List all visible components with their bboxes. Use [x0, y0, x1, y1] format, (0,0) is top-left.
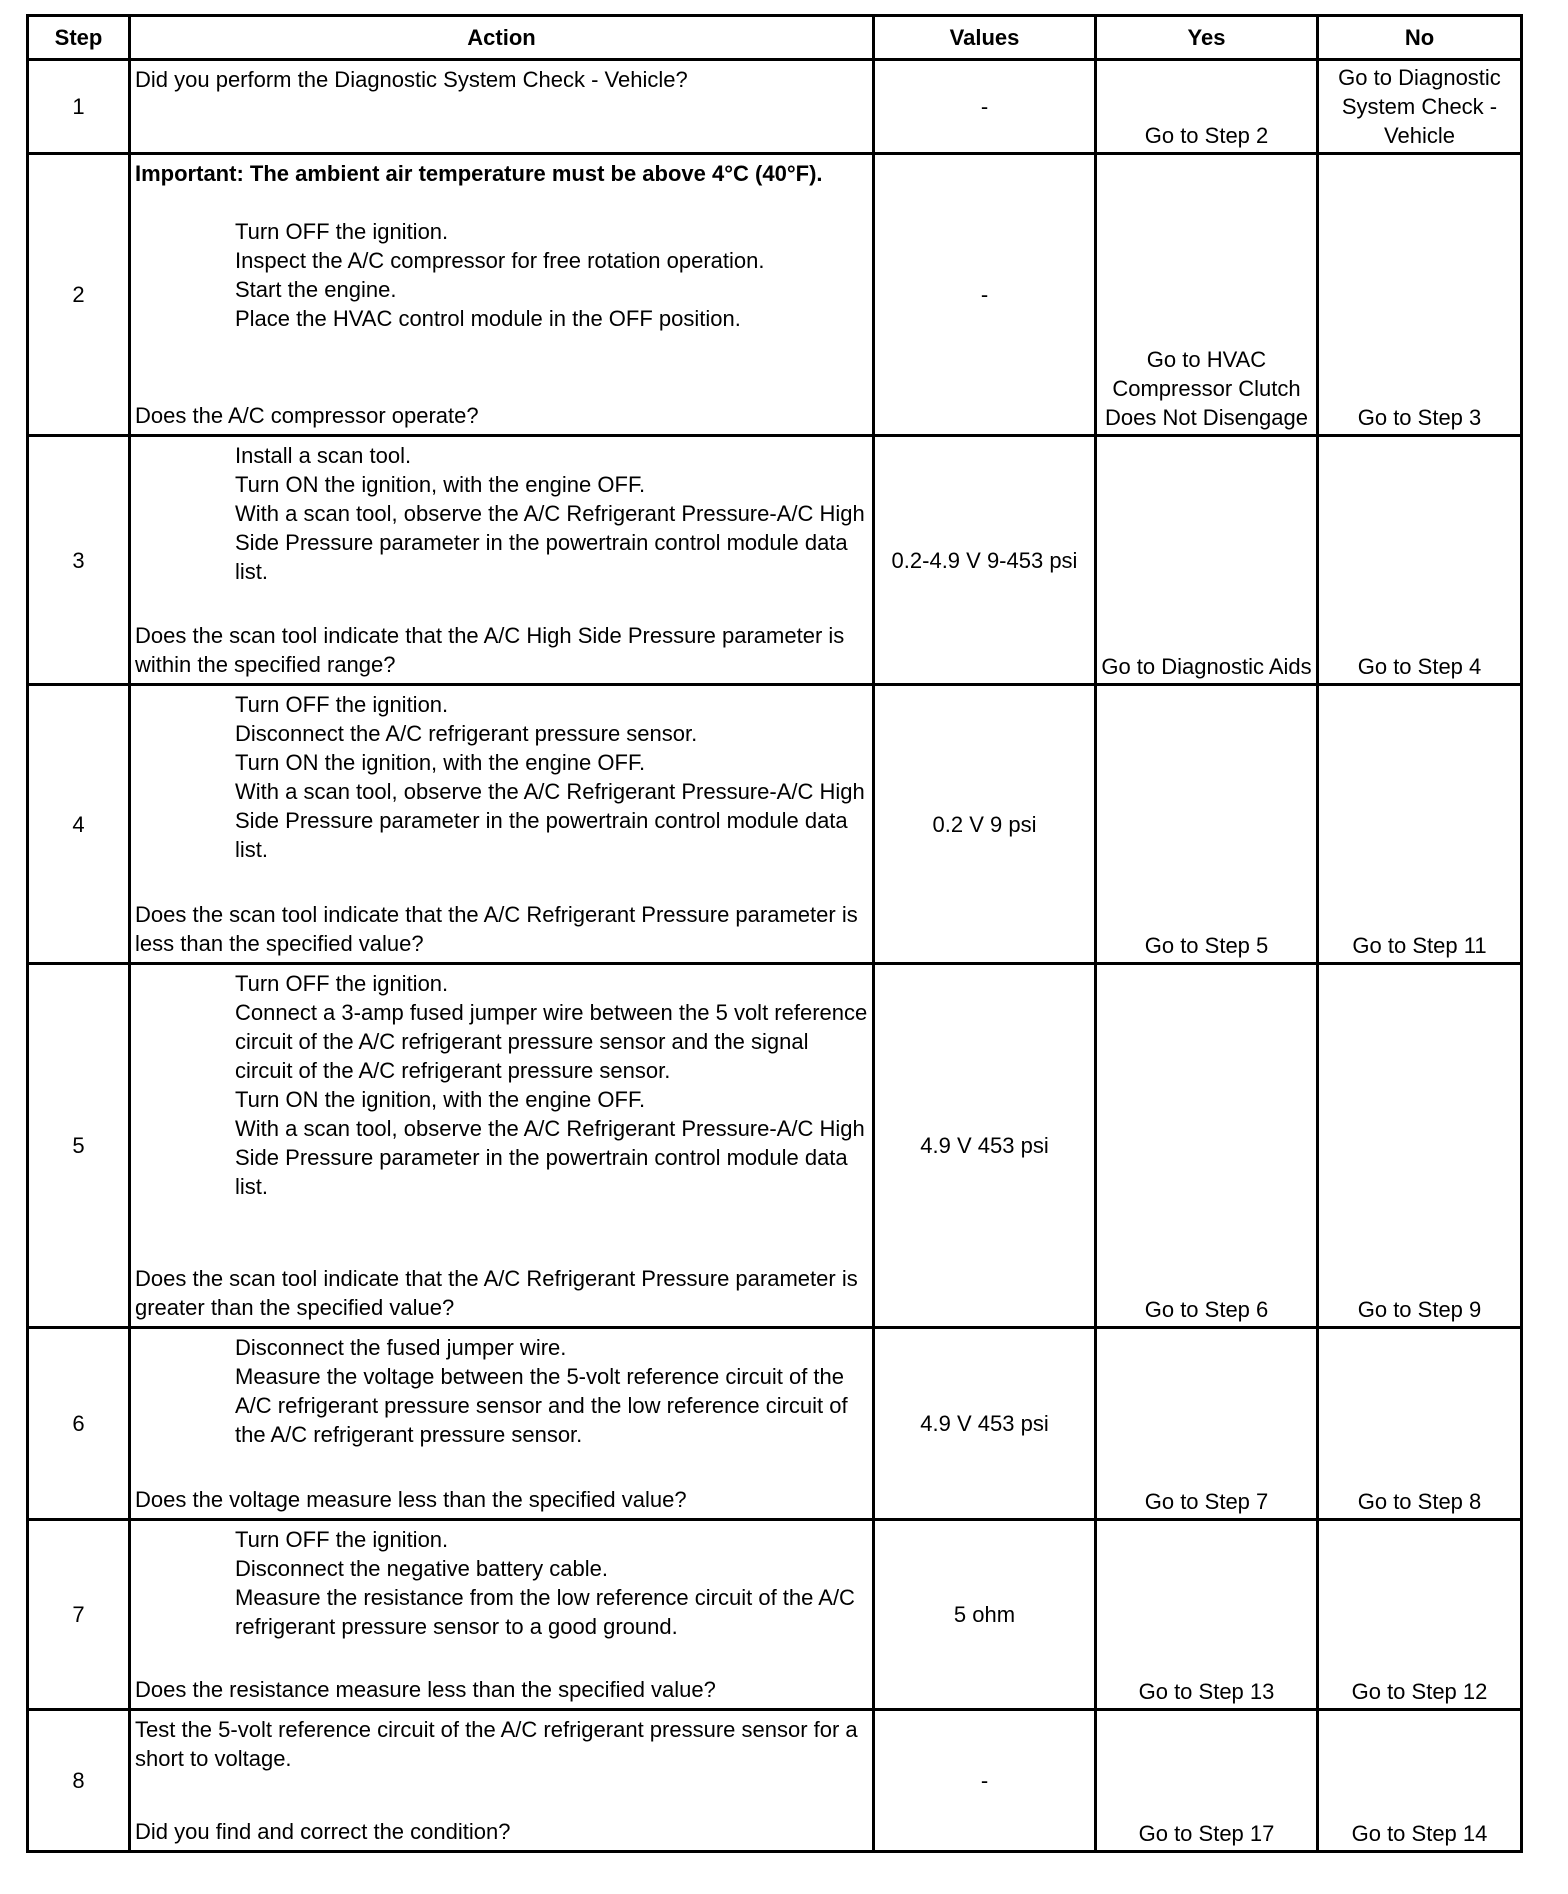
header-action: Action: [130, 16, 874, 60]
action-step: Turn OFF the ignition.: [235, 1527, 449, 1552]
action-step: Turn OFF the ignition.: [235, 971, 449, 996]
action-step: Turn ON the ignition, with the engine OFF.: [235, 1087, 646, 1112]
value-cell: -: [874, 154, 1096, 436]
action-step: Connect a 3-amp fused jumper wire between the 5 volt reference circuit of the A/C refrigerant pressure sensor and the signal circuit of the A/C refrigerant pressure sensor.: [235, 1000, 868, 1083]
action-content: [135, 969, 868, 1322]
header-step: Step: [28, 16, 130, 60]
action-cell: [130, 60, 874, 154]
no-result: Go to Step 14: [1318, 1710, 1522, 1852]
action-step: Turn ON the ignition, with the engine OFF.: [235, 750, 646, 775]
action-text: Test the 5-volt reference circuit of the A/C refrigerant pressure sensor for a short to voltage.: [135, 1717, 858, 1771]
yes-result: Go to Step 6: [1096, 964, 1318, 1328]
diagnostic-table: [26, 14, 1523, 1853]
action-step: Turn OFF the ignition.: [235, 219, 449, 244]
action-step: Start the engine.: [235, 277, 397, 302]
action-step: Measure the voltage between the 5-volt reference circuit of the A/C refrigerant pressure sensor and the low reference circuit of the A/C refrigerant pressure sensor.: [235, 1364, 848, 1447]
action-content: [135, 1333, 868, 1514]
action-content: [135, 159, 868, 430]
action-content: [135, 1715, 868, 1846]
step-number: 1: [28, 60, 130, 154]
action-step: Place the HVAC control module in the OFF position.: [235, 306, 741, 331]
action-question: Does the scan tool indicate that the A/C Refrigerant Pressure parameter is less than the specified value?: [135, 902, 858, 956]
action-question: Does the voltage measure less than the specified value?: [135, 1487, 687, 1512]
table-row: [28, 154, 1522, 436]
action-question: Does the scan tool indicate that the A/C High Side Pressure parameter is within the specified range?: [135, 623, 845, 677]
important-note: Important: The ambient air temperature must be above 4°C (40°F).: [135, 161, 823, 186]
header-yes: Yes: [1096, 16, 1318, 60]
action-step: Disconnect the A/C refrigerant pressure sensor.: [235, 721, 698, 746]
action-cell: [130, 154, 874, 436]
value-cell: -: [874, 1710, 1096, 1852]
action-instructions: [135, 1715, 868, 1773]
value-cell: -: [874, 60, 1096, 154]
header-no: No: [1318, 16, 1522, 60]
step-number: 6: [28, 1328, 130, 1520]
action-instructions: [135, 65, 868, 94]
yes-result: Go to Diagnostic Aids: [1096, 436, 1318, 685]
no-result: Go to Step 9: [1318, 964, 1522, 1328]
action-content: [135, 441, 868, 679]
action-step: Disconnect the fused jumper wire.: [235, 1335, 567, 1360]
table-row: [28, 1520, 1522, 1710]
action-instructions: [135, 690, 868, 864]
action-cell: [130, 685, 874, 964]
table-row: [28, 1710, 1522, 1852]
action-cell: [130, 1520, 874, 1710]
action-instructions: [135, 1333, 868, 1449]
action-instructions: [135, 969, 868, 1201]
table-row: [28, 436, 1522, 685]
action-cell: [130, 1710, 874, 1852]
yes-result: Go to Step 13: [1096, 1520, 1318, 1710]
step-number: 7: [28, 1520, 130, 1710]
step-number: 8: [28, 1710, 130, 1852]
no-result: Go to Step 11: [1318, 685, 1522, 964]
action-step: Turn OFF the ignition.: [235, 692, 449, 717]
no-result: Go to Step 12: [1318, 1520, 1522, 1710]
action-content: [135, 65, 868, 147]
action-step: Measure the resistance from the low reference circuit of the A/C refrigerant pressure sensor to a good ground.: [235, 1585, 855, 1639]
yes-result: Go to HVAC Compressor Clutch Does Not Disengage: [1096, 154, 1318, 436]
action-question: Did you find and correct the condition?: [135, 1819, 511, 1844]
no-result: Go to Step 3: [1318, 154, 1522, 436]
action-step: With a scan tool, observe the A/C Refrigerant Pressure-A/C High Side Pressure parameter in the powertrain control module data list.: [235, 501, 865, 584]
table-row: [28, 685, 1522, 964]
table-body: [28, 60, 1522, 1852]
value-cell: 0.2-4.9 V 9-453 psi: [874, 436, 1096, 685]
header-row: [28, 16, 1522, 60]
action-cell: [130, 1328, 874, 1520]
step-number: 2: [28, 154, 130, 436]
action-instructions: [135, 159, 868, 333]
table-row: [28, 1328, 1522, 1520]
action-step: With a scan tool, observe the A/C Refrigerant Pressure-A/C High Side Pressure parameter in the powertrain control module data list.: [235, 779, 865, 862]
no-result: Go to Diagnostic System Check - Vehicle: [1318, 60, 1522, 154]
action-instructions: [135, 441, 868, 586]
step-number: 5: [28, 964, 130, 1328]
action-question: Does the resistance measure less than the specified value?: [135, 1677, 716, 1702]
yes-result: Go to Step 7: [1096, 1328, 1318, 1520]
value-cell: 0.2 V 9 psi: [874, 685, 1096, 964]
table-row: [28, 60, 1522, 154]
table-row: [28, 964, 1522, 1328]
action-step: Turn ON the ignition, with the engine OFF.: [235, 472, 646, 497]
value-cell: 4.9 V 453 psi: [874, 1328, 1096, 1520]
action-step: With a scan tool, observe the A/C Refrigerant Pressure-A/C High Side Pressure parameter in the powertrain control module data list.: [235, 1116, 865, 1199]
step-number: 4: [28, 685, 130, 964]
header-values: Values: [874, 16, 1096, 60]
action-question: Does the scan tool indicate that the A/C Refrigerant Pressure parameter is greater than the specified value?: [135, 1266, 858, 1320]
action-step: Disconnect the negative battery cable.: [235, 1556, 609, 1581]
action-instructions: [135, 1525, 868, 1641]
value-cell: 4.9 V 453 psi: [874, 964, 1096, 1328]
action-step: Install a scan tool.: [235, 443, 412, 468]
action-content: [135, 690, 868, 958]
action-cell: [130, 964, 874, 1328]
yes-result: Go to Step 17: [1096, 1710, 1318, 1852]
action-step: Inspect the A/C compressor for free rotation operation.: [235, 248, 765, 273]
spacer: [135, 188, 868, 217]
action-cell: [130, 436, 874, 685]
value-cell: 5 ohm: [874, 1520, 1096, 1710]
step-number: 3: [28, 436, 130, 685]
action-question: Does the A/C compressor operate?: [135, 403, 479, 428]
action-text: Did you perform the Diagnostic System Check - Vehicle?: [135, 67, 688, 92]
yes-result: Go to Step 5: [1096, 685, 1318, 964]
no-result: Go to Step 8: [1318, 1328, 1522, 1520]
action-content: [135, 1525, 868, 1704]
yes-result: Go to Step 2: [1096, 60, 1318, 154]
no-result: Go to Step 4: [1318, 436, 1522, 685]
